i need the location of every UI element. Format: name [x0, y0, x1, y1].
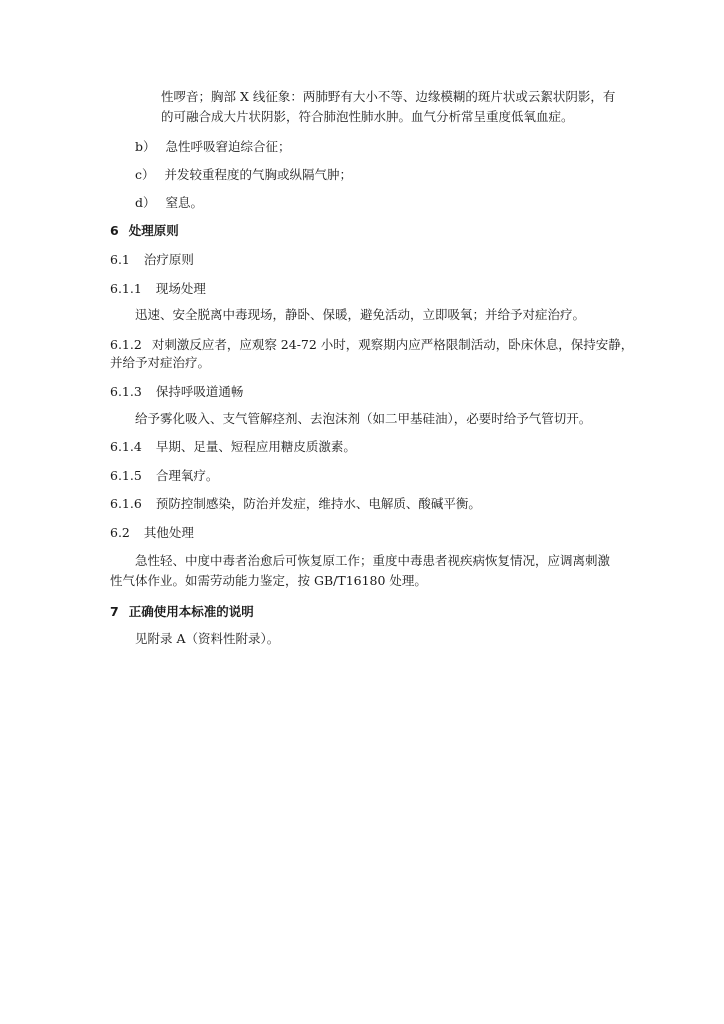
section-6-2-line-2: 性气体作业。如需劳动能力鉴定，按 GB/T16180 处理。 — [110, 573, 427, 588]
section-text: 对刺激反应者，应观察 24-72 小时，观察期内应严格限制活动，卧床休息，保持安静， — [151, 337, 634, 352]
section-number: 7 — [110, 604, 119, 619]
section-6-1-1-body: 迅速、安全脱离中毒现场，静卧、保暖，避免活动，立即吸氧；并给予对症治疗。 — [135, 307, 586, 322]
section-title: 其他处理 — [143, 525, 194, 540]
section-6-2-line-1: 急性轻、中度中毒者治愈后可恢复原工作；重度中毒患者视疾病恢复情况，应调离刺激 — [135, 553, 611, 568]
section-number: 6 — [110, 223, 119, 238]
section-title: 正确使用本标准的说明 — [128, 604, 254, 619]
list-text: 急性呼吸窘迫综合征； — [165, 139, 291, 154]
section-number: 6.1.6 — [110, 496, 142, 511]
list-item-c — [135, 166, 352, 184]
section-6-1-2-line-2: 并给予对症治疗。 — [110, 355, 211, 370]
section-6-1-1-heading — [110, 280, 206, 298]
intro-line-2: 的可融合成大片状阴影，符合肺泡性肺水肿。血气分析常呈重度低氧血症。 — [161, 109, 574, 124]
list-marker: c） — [135, 167, 155, 182]
list-item-b — [135, 138, 291, 156]
section-6-1-2-line-1 — [110, 336, 633, 354]
section-6-heading — [110, 222, 179, 240]
section-6-1-heading — [110, 251, 194, 269]
section-number: 6.1.4 — [110, 439, 142, 454]
section-number: 6.2 — [110, 525, 130, 540]
section-number: 6.1.1 — [110, 281, 142, 296]
list-text: 窒息。 — [165, 195, 204, 210]
section-6-1-6 — [110, 495, 481, 513]
section-7-heading — [110, 603, 254, 621]
section-number: 6.1.3 — [110, 384, 142, 399]
section-6-1-3-heading — [110, 383, 243, 401]
section-title: 处理原则 — [128, 223, 179, 238]
list-marker: b） — [135, 139, 156, 154]
section-title: 保持呼吸道通畅 — [155, 384, 244, 399]
section-number: 6.1.2 — [110, 337, 142, 352]
section-6-1-3-body: 给予雾化吸入、支气管解痉剂、去泡沫剂（如二甲基硅油），必要时给予气管切开。 — [135, 411, 592, 426]
intro-line-1: 性啰音；胸部 X 线征象：两肺野有大小不等、边缘模糊的斑片状或云絮状阴影，有 — [161, 89, 616, 104]
section-6-1-4 — [110, 438, 356, 456]
section-text: 合理氧疗。 — [155, 468, 219, 483]
section-number: 6.1.5 — [110, 468, 142, 483]
section-6-2-heading — [110, 524, 194, 542]
section-title: 治疗原则 — [143, 252, 194, 267]
section-text: 预防控制感染，防治并发症，维持水、电解质、酸碱平衡。 — [155, 496, 481, 511]
section-number: 6.1 — [110, 252, 130, 267]
list-text: 并发较重程度的气胸或纵隔气肿； — [164, 167, 353, 182]
list-item-d — [135, 194, 203, 212]
section-6-1-5 — [110, 467, 218, 485]
section-7-body: 见附录 A（资料性附录）。 — [135, 631, 280, 646]
section-title: 现场处理 — [155, 281, 206, 296]
section-text: 早期、足量、短程应用糖皮质激素。 — [155, 439, 356, 454]
list-marker: d） — [135, 195, 156, 210]
